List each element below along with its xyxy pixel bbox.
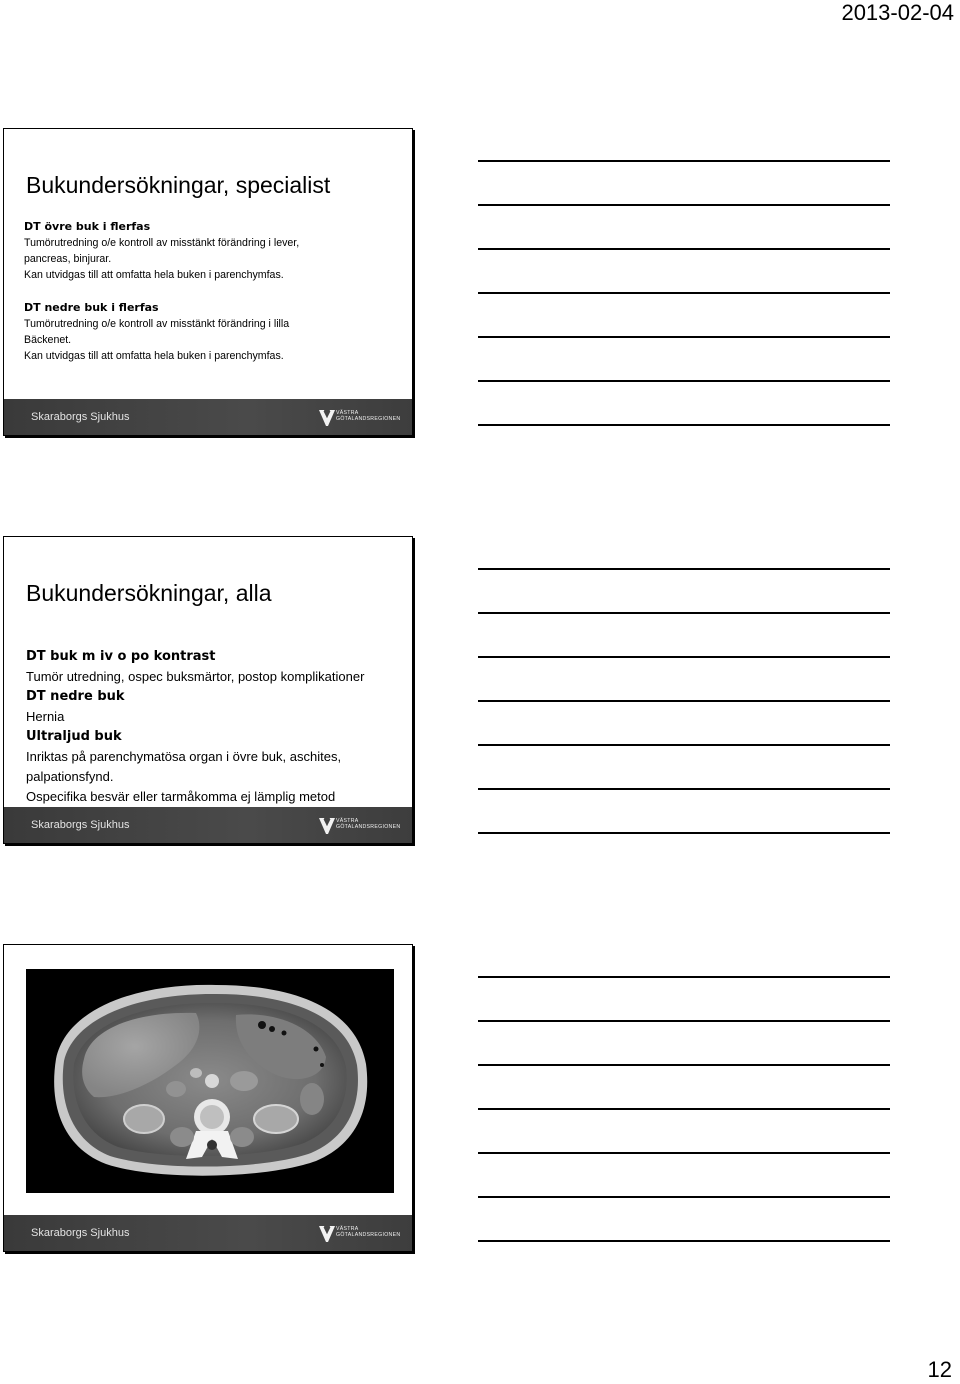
section-heading: DT buk m iv o po kontrast [26, 649, 216, 664]
logo-line: GÖTALANDSREGIONEN [336, 416, 401, 422]
note-line [478, 1020, 890, 1022]
note-line [478, 336, 890, 338]
note-line [478, 788, 890, 790]
note-line [478, 656, 890, 658]
vgr-emblem-icon [318, 1224, 336, 1244]
body-line: Tumörutredning o/e kontroll av misstänkt förändring i lever, [24, 237, 300, 249]
logo-line: VÄSTRA [336, 1226, 359, 1232]
print-date: 2013-02-04 [841, 0, 954, 25]
ct-scan-image [26, 969, 394, 1193]
hospital-name: Skaraborgs Sjukhus [31, 819, 130, 831]
slide-body [24, 219, 404, 364]
vgr-emblem-icon [318, 408, 336, 428]
note-line [478, 612, 890, 614]
slide-footer [4, 1215, 412, 1251]
vgr-emblem-icon [318, 816, 336, 836]
section-heading: Ultraljud buk [26, 729, 122, 744]
hospital-name: Skaraborgs Sjukhus [31, 411, 130, 423]
logo-line: VÄSTRA [336, 818, 359, 824]
section-heading: DT nedre buk i flerfas [24, 301, 159, 314]
note-line [478, 1240, 890, 1242]
note-line [478, 1152, 890, 1154]
body-line: palpationsfynd. [26, 769, 114, 784]
logo-line: GÖTALANDSREGIONEN [336, 1232, 401, 1238]
hospital-name: Skaraborgs Sjukhus [31, 1227, 130, 1239]
note-line [478, 292, 890, 294]
note-line [478, 204, 890, 206]
note-line [478, 424, 890, 426]
page-number: 12 [927, 1357, 952, 1382]
note-line [478, 744, 890, 746]
slide-ct-image [3, 944, 413, 1252]
slide-title: Bukundersökningar, specialist [26, 172, 331, 198]
vgr-logo [318, 408, 401, 428]
body-line: Hernia [26, 709, 65, 724]
note-line [478, 700, 890, 702]
note-line [478, 568, 890, 570]
slide-body [26, 647, 411, 807]
slide-footer [4, 399, 412, 435]
slide-title: Bukundersökningar, alla [26, 580, 272, 606]
body-line: pancreas, binjurar. [24, 253, 112, 265]
note-line [478, 1196, 890, 1198]
section-heading: DT nedre buk [26, 689, 125, 704]
body-line: Kan utvidgas till att omfatta hela buken i parenchymfas. [24, 350, 284, 362]
note-line [478, 832, 890, 834]
logo-line: GÖTALANDSREGIONEN [336, 824, 401, 830]
section-heading: DT övre buk i flerfas [24, 220, 151, 233]
body-line: Tumör utredning, ospec buksmärtor, postop komplikationer [26, 669, 365, 684]
note-line [478, 380, 890, 382]
slide-alla [3, 536, 413, 844]
body-line: Tumörutredning o/e kontroll av misstänkt förändring i lilla [24, 318, 290, 330]
note-line [478, 1108, 890, 1110]
slide-specialist [3, 128, 413, 436]
body-line: Bäckenet. [24, 334, 72, 346]
note-line [478, 160, 890, 162]
vgr-logo [318, 816, 401, 836]
slide-footer [4, 807, 412, 843]
vgr-logo [318, 1224, 401, 1244]
body-line: Inriktas på parenchymatösa organ i övre buk, aschites, [26, 749, 342, 764]
body-line: Kan utvidgas till att omfatta hela buken i parenchymfas. [24, 269, 284, 281]
note-line [478, 976, 890, 978]
body-line: Ospecifika besvär eller tarmåkomma ej lämplig metod [26, 789, 336, 804]
note-line [478, 1064, 890, 1066]
note-line [478, 248, 890, 250]
logo-line: VÄSTRA [336, 410, 359, 416]
ct-abdomen-icon [26, 969, 394, 1193]
